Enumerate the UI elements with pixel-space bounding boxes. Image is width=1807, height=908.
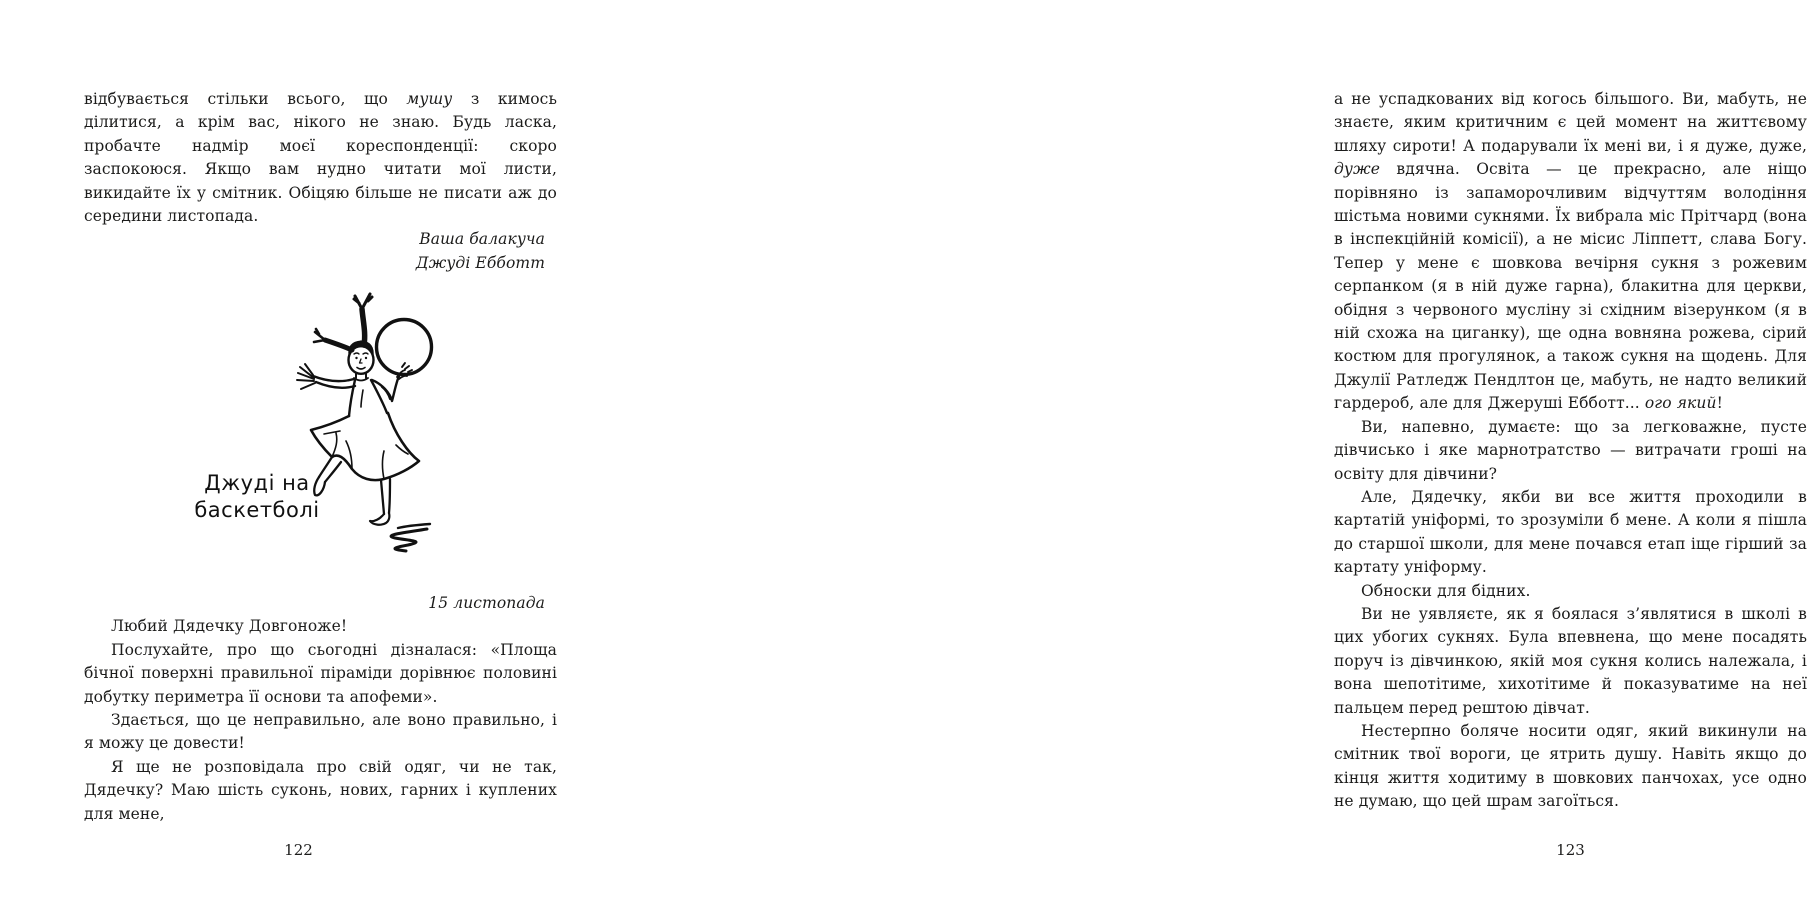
left-page-letter-text [84, 592, 557, 826]
caption-line-1: Джуді на [204, 471, 310, 495]
body-paragraph: Нестерпно боляче носити одяг, який викинули на смітник твої вороги, це ятрить душу. Навіть якщо до кінця життя ходитиму в шовкових панчохах, усе одно не думаю, що цей шрам загоїться. [1334, 721, 1807, 811]
body-paragraph: Ви не уявляєте, як я боялася з’являтися в школі в цих убогих сукнях. Була впевнена, що мене посадять поруч із дівчинкою, якій моя сукня колись належала, і вона шепотітиме, хихотітиме й показуватиме на неї пальцем перед рештою дівчат. [1334, 604, 1807, 717]
body-paragraph-continuation: а не успадкованих від когось більшого. Ви, мабуть, не знаєте, яким критичним є цей момент на життєвому шляху сироти! А подарували їх мені ви, і я дуже, дуже, дуже вдячна. Освіта — це прекрасно, але ніщо порівняно із запаморочливим відчуттям володіння шістьма новими сукнями. Їх вибрала міс Прітчард (вона в інспекційній комісії), а не місис Ліппетт, слава Богу. Тепер у мене є шовкова вечірня сукня з рожевим серпанком (я в ній дуже гарна), блакитна для церкви, обідня з червоного мусліну зі східним візерунком (я в ній схожа на циганку), ще одна вовняна рожева, сірий костюм для прогулянок, а також сукня на щодень. Для Джулії Ратледж Пендлтон це, мабуть, не надто великий гардероб, але для Джеруші Ебботт... ого який! [1334, 90, 1807, 413]
letter-date: 15 листопада [428, 594, 545, 612]
body-paragraph: Обноски для бідних. [1361, 581, 1531, 600]
body-paragraph: Я ще не розповідала про свій одяг, чи не так, Дядечку? Маю шість суконь, нових, гарних і куплених для мене, [84, 757, 557, 823]
signature-line-1: Ваша балакуча [419, 230, 545, 249]
letter-signature [84, 228, 557, 275]
illustration-caption [182, 470, 332, 524]
left-page-top-text [84, 88, 557, 275]
page-number-left: 122 [284, 841, 313, 859]
caption-line-2: баскетболі [194, 498, 320, 522]
signature-line-2: Джуді Ебботт [415, 253, 545, 272]
ball-shape [377, 320, 432, 375]
page-right [627, 0, 1807, 908]
page-left [0, 0, 627, 908]
body-paragraph: Здається, що це неправильно, але воно правильно, і я можу це довести! [84, 711, 557, 753]
right-page-text [1334, 88, 1807, 814]
letter-salutation: Любий Дядечку Довгоноже! [111, 617, 348, 636]
body-paragraph: Ви, напевно, думаєте: що за легковажне, пусте дівчисько і яке марнотратство — витрачати гроші на освіту для дівчини? [1334, 417, 1807, 483]
body-paragraph: Послухайте, про що сьогодні дізналася: «Площа бічної поверхні правильної піраміди дорівнює половині добутку периметра її основи та апофеми». [84, 640, 557, 706]
body-paragraph-continuation: відбувається стільки всього, що мушу з кимось ділитися, а крім вас, нікого не знаю. Будь ласка, пробачте надмір моєї кореспонденції: скоро заспокоюся. Якщо вам нудно читати мої листи, викидайте їх у смітник. Обіцяю більше не писати аж до середини листопада. [84, 90, 557, 226]
body-paragraph: Але, Дядечку, якби ви все життя проходили в картатій уніформі, то зрозуміли б мене. А коли я пішла до старшої школи, для мене почався етап іще гірший за картату уніформу. [1334, 487, 1807, 577]
page-number-right: 123 [1556, 841, 1585, 859]
